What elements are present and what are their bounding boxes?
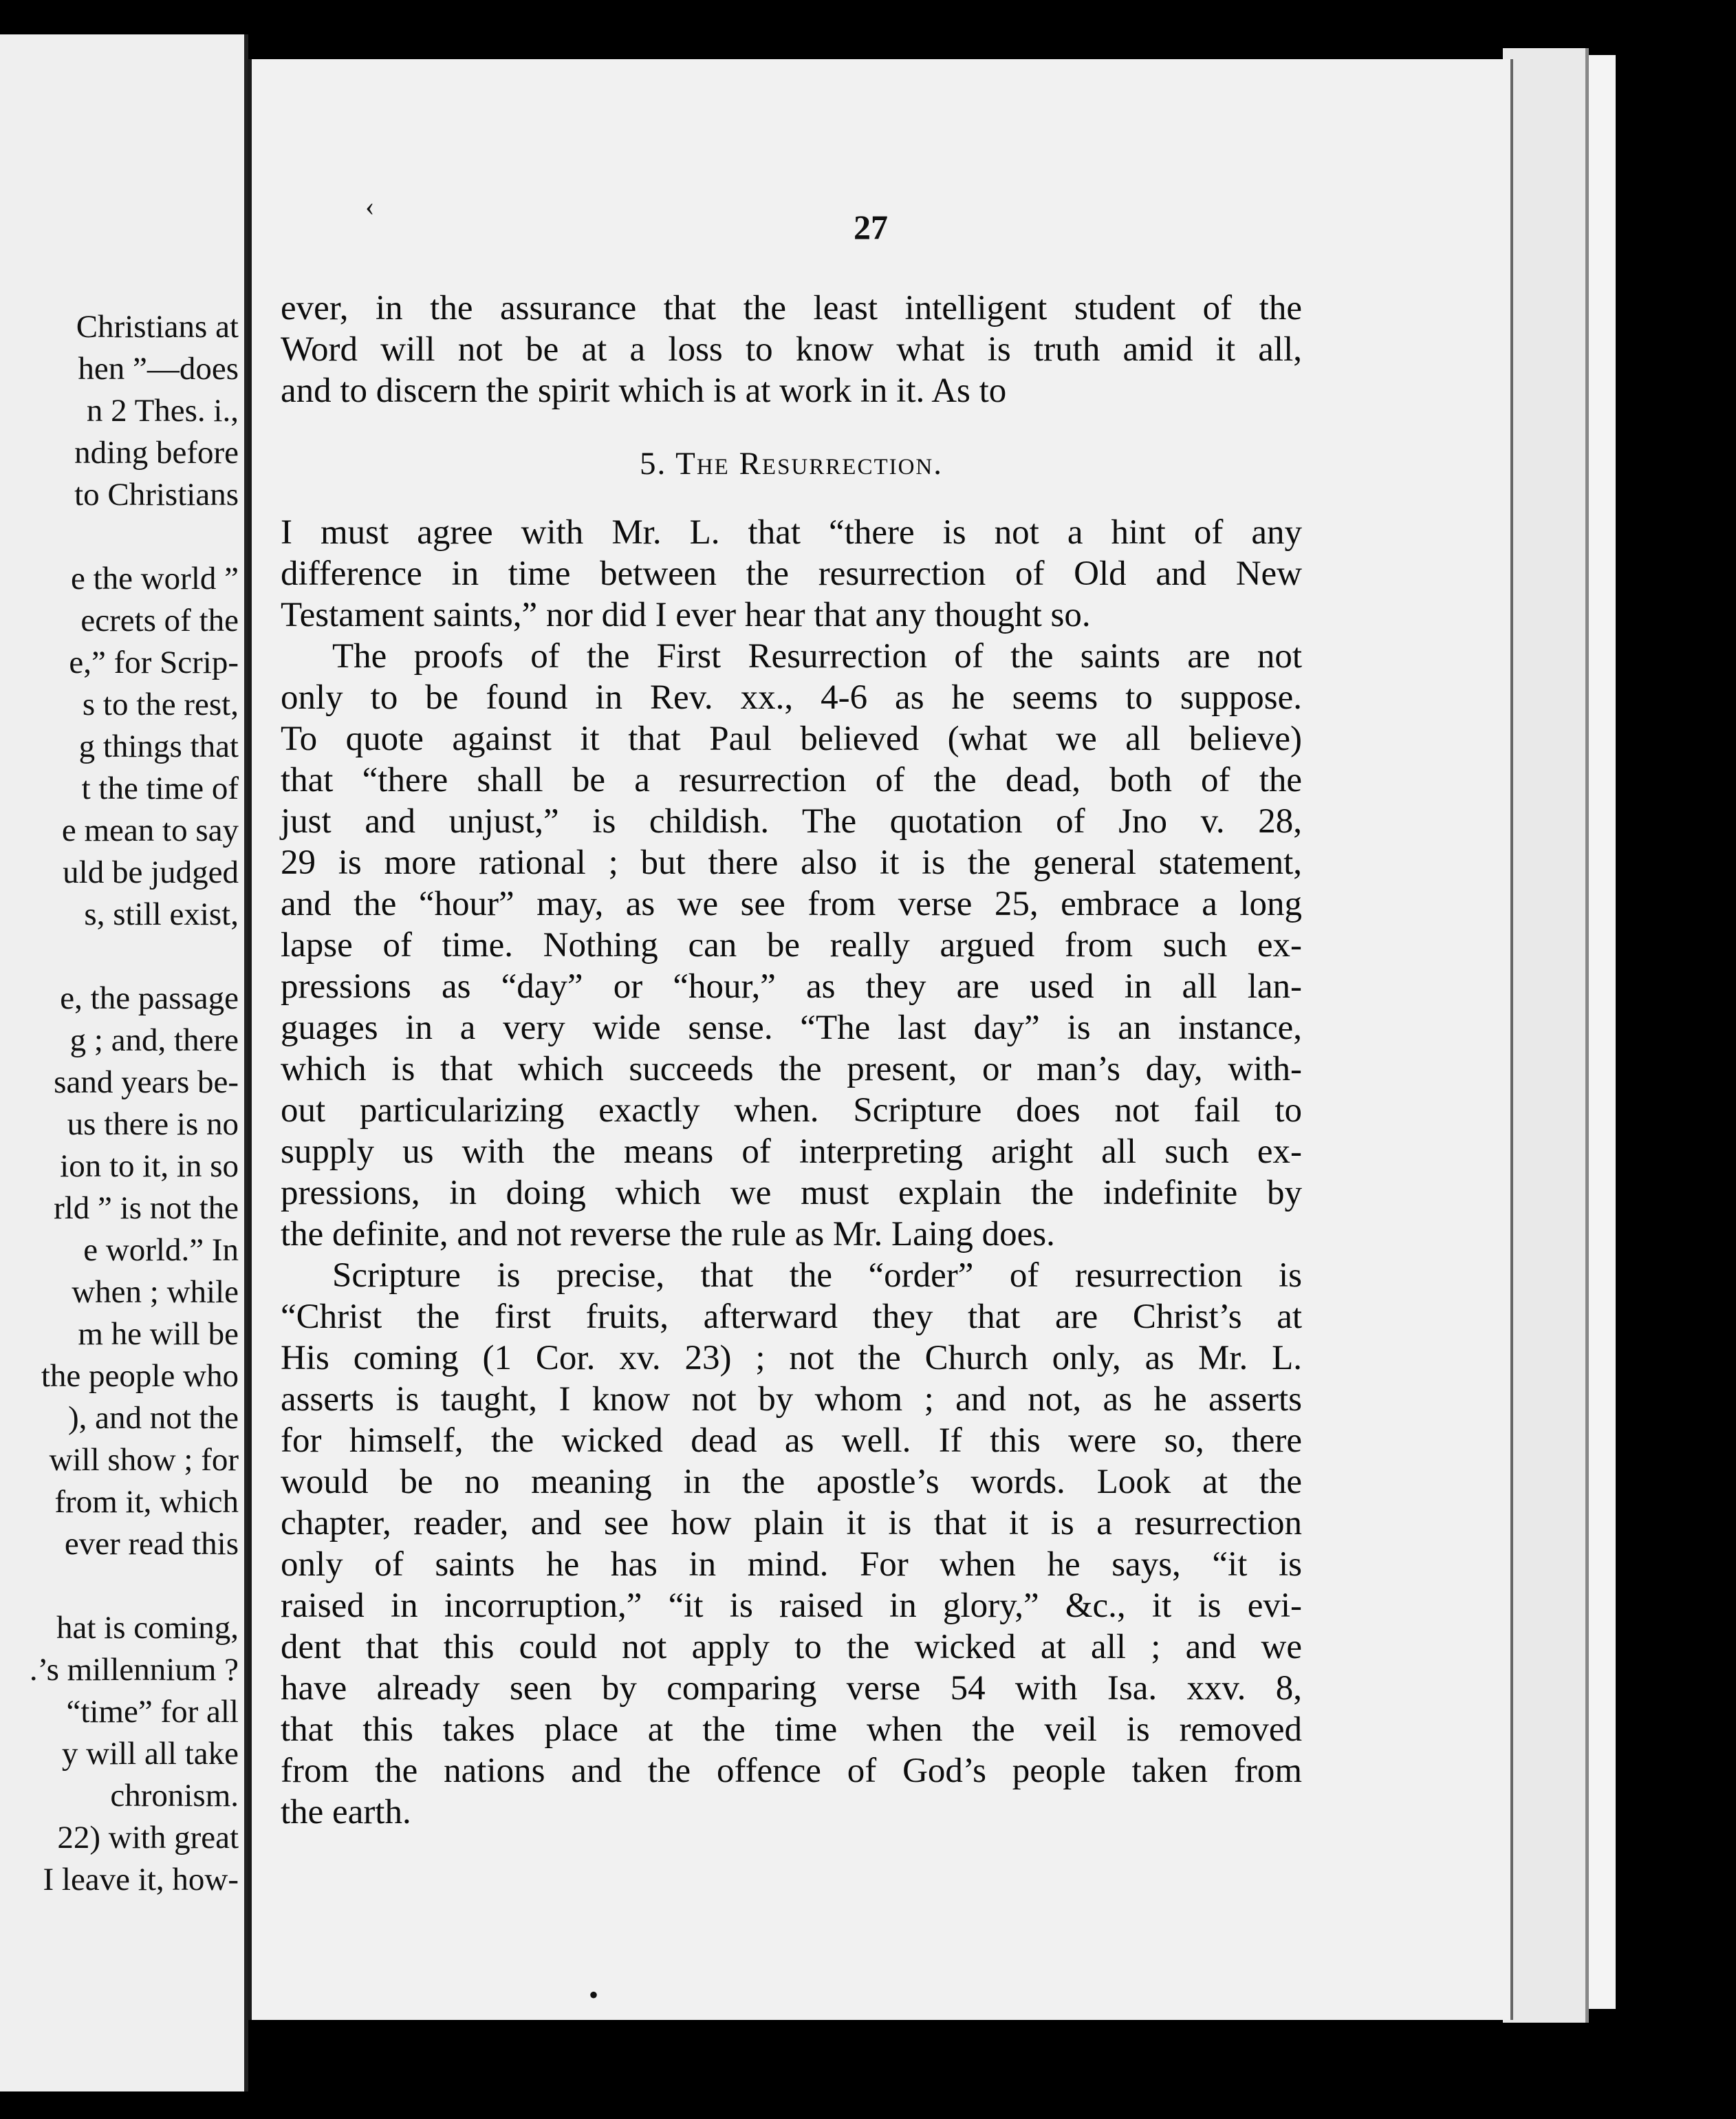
book-page (248, 59, 1513, 2020)
text-line: that “there shall be a resurrection of the dead, both of the (281, 761, 1302, 799)
text-line: and to discern the spirit which is at work in it. As to (281, 372, 1007, 410)
text-line: have already seen by comparing verse 54 with Isa. xxv. 8, (281, 1669, 1302, 1708)
text-line: raised in incorruption,” “it is raised in glory,” &c., it is evi- (281, 1586, 1302, 1625)
page-edge (1503, 48, 1589, 2023)
facing-text-line: e world.” In (83, 1232, 239, 1268)
facing-text-line: m he will be (78, 1316, 239, 1352)
text-line: Testament saints,” nor did I ever hear that any thought so. (281, 596, 1091, 634)
facing-text-line: s to the rest, (82, 687, 239, 722)
facing-text-line: nding before (74, 435, 239, 471)
margin-mark: ‹ (365, 191, 375, 222)
facing-text-line: hen ”—does (78, 351, 239, 387)
facing-text-line: g things that (78, 729, 239, 764)
text-line: difference in time between the resurrection of Old and New (281, 555, 1302, 593)
facing-text-line: g ; and, there (69, 1022, 239, 1058)
text-line: ever, in the assurance that the least intelligent student of the (281, 289, 1302, 327)
text-line: would be no meaning in the apostle’s words. Look at the (281, 1463, 1302, 1501)
text-line: from the nations and the offence of God’s people taken from (281, 1752, 1302, 1790)
facing-text-line: ), and not the (68, 1400, 239, 1436)
facing-text-line: ion to it, in so (60, 1148, 239, 1184)
page-body (281, 288, 1302, 1833)
facing-text-line: e, the passage (60, 980, 239, 1016)
text-line: the definite, and not reverse the rule as Mr. Laing does. (281, 1215, 1055, 1254)
text-line: Scripture is precise, that the “order” of resurrection is (332, 1256, 1302, 1295)
facing-text-line: rld ” is not the (54, 1190, 239, 1226)
facing-text-line: to Christians (74, 477, 239, 513)
facing-text-line: n 2 Thes. i., (86, 393, 239, 429)
paragraph-1 (281, 512, 1302, 636)
text-line: His coming (1 Cor. xv. 23) ; not the Church only, as Mr. L. (281, 1339, 1302, 1377)
facing-page-text (0, 306, 239, 1901)
facing-text-line: uld be judged (63, 854, 239, 890)
text-line: only to be found in Rev. xx., 4-6 as he seems to suppose. (281, 678, 1302, 717)
facing-text-line: Christians at (76, 309, 239, 345)
text-line: chapter, reader, and see how plain it is that it is a resurrection (281, 1504, 1302, 1542)
facing-text-line: y will all take (61, 1736, 239, 1772)
text-line: pressions as “day” or “hour,” as they are used in all lan- (281, 967, 1302, 1006)
text-line: “Christ the first fruits, afterward they that are Christ’s at (281, 1298, 1302, 1336)
ink-dot: • (589, 1979, 599, 2010)
facing-text-line: hat is coming, (56, 1610, 239, 1646)
text-line: lapse of time. Nothing can be really argued from such ex- (281, 926, 1302, 965)
facing-text-line: ever read this (64, 1526, 239, 1562)
paragraph-3 (281, 1255, 1302, 1833)
facing-text-line: 22) with great (57, 1820, 239, 1856)
facing-text-line (0, 516, 239, 558)
text-line: dent that this could not apply to the wicked at all ; and we (281, 1628, 1302, 1666)
text-line: out particularizing exactly when. Scripture does not fail to (281, 1091, 1302, 1130)
facing-text-line: .’s millennium ? (29, 1652, 239, 1688)
facing-text-line: when ; while (72, 1274, 239, 1310)
text-line: which is that which succeeds the present, or man’s day, with- (281, 1050, 1302, 1088)
text-line: that this takes place at the time when the veil is removed (281, 1710, 1302, 1749)
facing-text-line: “time” for all (66, 1694, 239, 1730)
text-line: The proofs of the First Resurrection of the saints are not (332, 637, 1302, 676)
facing-text-line: e,” for Scrip- (69, 645, 239, 680)
facing-text-line: e the world ” (70, 561, 239, 596)
section-heading: 5. The Resurrection. (639, 446, 944, 482)
text-line: only of saints he has in mind. For when he says, “it is (281, 1545, 1302, 1584)
text-line: the earth. (281, 1793, 411, 1831)
paragraph-2 (281, 636, 1302, 1255)
text-line: 29 is more rational ; but there also it is the general statement, (281, 843, 1302, 882)
page-number: 27 (854, 208, 888, 246)
facing-text-line: from it, which (54, 1484, 239, 1520)
facing-text-line: sand years be- (54, 1064, 239, 1100)
text-line: asserts is taught, I know not by whom ; and not, as he asserts (281, 1380, 1302, 1419)
text-line: just and unjust,” is childish. The quotation of Jno v. 28, (281, 802, 1302, 841)
text-line: and the “hour” may, as we see from verse 25, embrace a long (281, 885, 1302, 923)
facing-text-line: the people who (41, 1358, 239, 1394)
text-line: for himself, the wicked dead as well. If this were so, there (281, 1421, 1302, 1460)
facing-text-line: chronism. (110, 1778, 239, 1814)
text-line: supply us with the means of interpreting aright all such ex- (281, 1132, 1302, 1171)
facing-text-line: us there is no (67, 1106, 239, 1142)
facing-text-line: will show ; for (49, 1442, 239, 1478)
text-line: I must agree with Mr. L. that “there is not a hint of any (281, 513, 1302, 552)
facing-text-line: e mean to say (61, 813, 239, 848)
text-line: pressions, in doing which we must explain the indefinite by (281, 1174, 1302, 1212)
facing-page-left (0, 34, 248, 2091)
text-line: guages in a very wide sense. “The last day” is an instance, (281, 1009, 1302, 1047)
opening-paragraph (281, 288, 1302, 411)
facing-text-line: t the time of (81, 771, 239, 806)
text-line: To quote against it that Paul believed (what we all believe) (281, 720, 1302, 758)
text-line: Word will not be at a loss to know what is truth amid it all, (281, 330, 1302, 369)
facing-text-line (0, 1565, 239, 1607)
facing-text-line: I leave it, how- (43, 1862, 239, 1897)
facing-text-line (0, 936, 239, 978)
facing-text-line: s, still exist, (84, 896, 239, 932)
facing-text-line: ecrets of the (80, 603, 239, 638)
